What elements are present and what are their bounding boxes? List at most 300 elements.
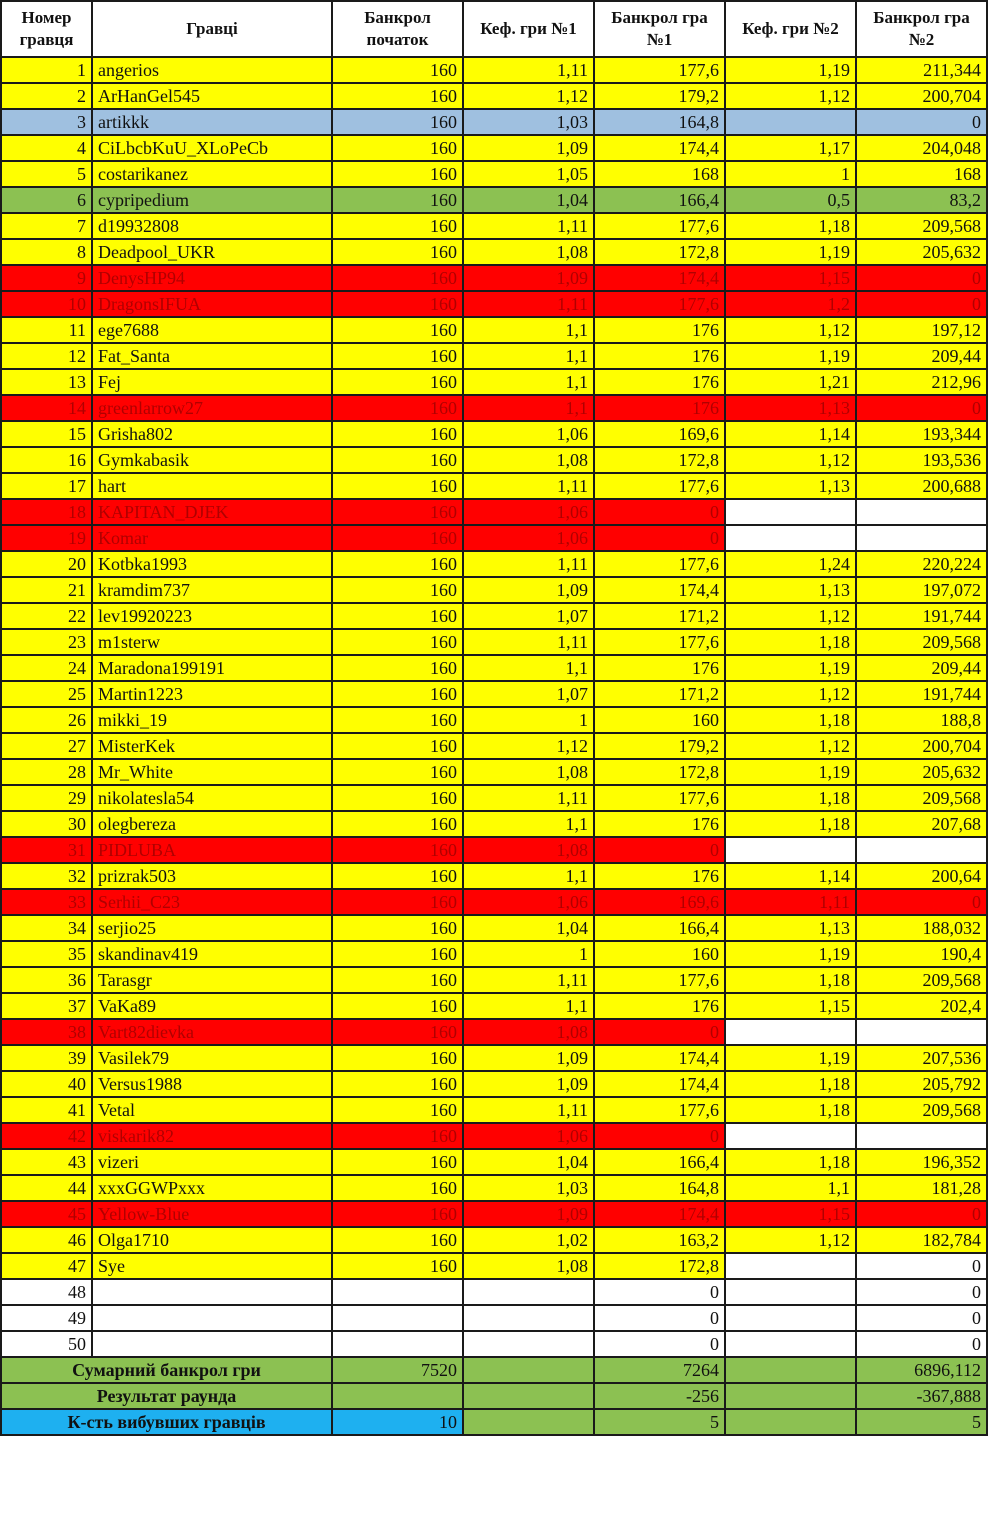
player-number: 20 [1, 551, 92, 577]
player-number: 23 [1, 629, 92, 655]
coef-game1: 1,1 [463, 655, 594, 681]
player-name: hart [92, 473, 332, 499]
coef-game1: 1,08 [463, 447, 594, 473]
coef-game2: 1,12 [725, 603, 856, 629]
bankroll-game1: 169,6 [594, 889, 725, 915]
player-number: 14 [1, 395, 92, 421]
coef-game2: 1,18 [725, 811, 856, 837]
coef-game1: 1 [463, 707, 594, 733]
coef-game2 [725, 837, 856, 863]
player-name: d19932808 [92, 213, 332, 239]
table-row [1, 317, 987, 343]
player-number: 36 [1, 967, 92, 993]
coef-game2: 1,12 [725, 83, 856, 109]
coef-game1: 1,12 [463, 733, 594, 759]
player-number: 44 [1, 1175, 92, 1201]
bankroll-game2: 193,344 [856, 421, 987, 447]
player-name: kramdim737 [92, 577, 332, 603]
player-name: serjio25 [92, 915, 332, 941]
bankroll-game1: 172,8 [594, 759, 725, 785]
busted-label: К-сть вибувших гравців [1, 1409, 332, 1435]
player-number: 37 [1, 993, 92, 1019]
bankroll-game2: 190,4 [856, 941, 987, 967]
table-row [1, 1045, 987, 1071]
coef-game1: 1,09 [463, 135, 594, 161]
coef-game2: 1,12 [725, 317, 856, 343]
player-name: CiLbcbKuU_XLoPeCb [92, 135, 332, 161]
player-number: 24 [1, 655, 92, 681]
table-row [1, 161, 987, 187]
player-name [92, 1331, 332, 1357]
bankroll-game2: 181,28 [856, 1175, 987, 1201]
coef-game1 [463, 1305, 594, 1331]
coef-game1: 1,03 [463, 1175, 594, 1201]
bankroll-game1: 166,4 [594, 915, 725, 941]
bankroll-game2: 197,072 [856, 577, 987, 603]
table-row [1, 1305, 987, 1331]
bankroll-game2: 207,536 [856, 1045, 987, 1071]
player-name: Fat_Santa [92, 343, 332, 369]
bankroll-start: 160 [332, 941, 463, 967]
player-name: Versus1988 [92, 1071, 332, 1097]
player-name: vizeri [92, 1149, 332, 1175]
bankroll-start: 160 [332, 603, 463, 629]
player-name: olegbereza [92, 811, 332, 837]
table-row [1, 889, 987, 915]
bankroll-game2 [856, 1123, 987, 1149]
bankroll-start: 160 [332, 1227, 463, 1253]
player-number: 29 [1, 785, 92, 811]
player-number: 2 [1, 83, 92, 109]
coef-game1: 1,1 [463, 343, 594, 369]
bankroll-game2: 0 [856, 889, 987, 915]
table-row [1, 265, 987, 291]
bankroll-game2: 0 [856, 1253, 987, 1279]
bankroll-game1: 171,2 [594, 603, 725, 629]
player-number: 15 [1, 421, 92, 447]
player-name: DenysHP94 [92, 265, 332, 291]
player-name: nikolatesla54 [92, 785, 332, 811]
coef-game2: 1,18 [725, 629, 856, 655]
bankroll-game1: 176 [594, 395, 725, 421]
bankroll-start: 160 [332, 1201, 463, 1227]
coef-game1: 1,09 [463, 1201, 594, 1227]
bankroll-start: 160 [332, 369, 463, 395]
table-row [1, 1175, 987, 1201]
bankroll-game1: 179,2 [594, 83, 725, 109]
table-row [1, 993, 987, 1019]
bankroll-start: 160 [332, 421, 463, 447]
bankroll-game2: 209,44 [856, 343, 987, 369]
bankroll-game2 [856, 525, 987, 551]
table-row [1, 239, 987, 265]
coef-game2: 1,18 [725, 967, 856, 993]
player-name: Vart82dievka [92, 1019, 332, 1045]
busted-game2: 5 [856, 1409, 987, 1435]
bankroll-game1: 160 [594, 941, 725, 967]
table-row [1, 473, 987, 499]
coef-game2: 1,11 [725, 889, 856, 915]
table-row [1, 1227, 987, 1253]
player-name: Sye [92, 1253, 332, 1279]
bankroll-game1: 172,8 [594, 1253, 725, 1279]
bankroll-game1: 177,6 [594, 1097, 725, 1123]
coef-game2: 1,19 [725, 57, 856, 83]
coef-game2: 1,12 [725, 733, 856, 759]
player-number: 8 [1, 239, 92, 265]
coef-game1: 1,1 [463, 863, 594, 889]
table-body [1, 57, 987, 1357]
bankroll-start: 160 [332, 915, 463, 941]
bankroll-game2: 0 [856, 395, 987, 421]
bankroll-game1: 174,4 [594, 1201, 725, 1227]
player-name: Vasilek79 [92, 1045, 332, 1071]
player-name: PIDLUBA [92, 837, 332, 863]
player-name: Yellow-Blue [92, 1201, 332, 1227]
player-number: 16 [1, 447, 92, 473]
coef-game2: 1,18 [725, 1149, 856, 1175]
coef-game1: 1,08 [463, 239, 594, 265]
coef-game2: 1,19 [725, 655, 856, 681]
bankroll-game2: 205,632 [856, 239, 987, 265]
coef-game1: 1,1 [463, 317, 594, 343]
player-name: ArHanGel545 [92, 83, 332, 109]
table-row [1, 291, 987, 317]
coef-game1: 1,06 [463, 889, 594, 915]
table-row [1, 967, 987, 993]
player-number: 28 [1, 759, 92, 785]
player-name: DragonsIFUA [92, 291, 332, 317]
player-number: 43 [1, 1149, 92, 1175]
player-number: 27 [1, 733, 92, 759]
table-row [1, 733, 987, 759]
coef-game2 [725, 109, 856, 135]
table-row [1, 187, 987, 213]
bankroll-game2: 200,64 [856, 863, 987, 889]
coef-game1: 1,11 [463, 1097, 594, 1123]
table-row [1, 109, 987, 135]
bankroll-start [332, 1305, 463, 1331]
player-number: 47 [1, 1253, 92, 1279]
player-number: 25 [1, 681, 92, 707]
player-number: 35 [1, 941, 92, 967]
bankroll-game2: 205,792 [856, 1071, 987, 1097]
bankroll-game2: 209,568 [856, 629, 987, 655]
table-row [1, 57, 987, 83]
col-header-players: Гравці [92, 1, 332, 57]
player-name: Serhii_C23 [92, 889, 332, 915]
bankroll-game2: 0 [856, 1279, 987, 1305]
bankroll-game2: 0 [856, 291, 987, 317]
player-number: 38 [1, 1019, 92, 1045]
bankroll-game1: 0 [594, 1279, 725, 1305]
bankroll-game2: 209,568 [856, 213, 987, 239]
player-name [92, 1279, 332, 1305]
player-number: 26 [1, 707, 92, 733]
coef-game1: 1,07 [463, 603, 594, 629]
player-name: artikkk [92, 109, 332, 135]
coef-game1: 1,09 [463, 265, 594, 291]
coef-game2 [725, 1331, 856, 1357]
total-bankroll-game1: 7264 [594, 1357, 725, 1383]
bankroll-start: 160 [332, 837, 463, 863]
coef-game1: 1,02 [463, 1227, 594, 1253]
coef-game2: 1,24 [725, 551, 856, 577]
coef-game2: 1,15 [725, 993, 856, 1019]
table-row [1, 421, 987, 447]
total-empty-k2 [725, 1357, 856, 1383]
coef-game2: 1,19 [725, 239, 856, 265]
coef-game1: 1,03 [463, 109, 594, 135]
player-number: 32 [1, 863, 92, 889]
player-name: cypripedium [92, 187, 332, 213]
coef-game1: 1,08 [463, 1019, 594, 1045]
bankroll-game1: 0 [594, 837, 725, 863]
bankroll-game1: 177,6 [594, 629, 725, 655]
bankroll-game2: 188,8 [856, 707, 987, 733]
player-name: Kotbka1993 [92, 551, 332, 577]
bankroll-game1: 177,6 [594, 785, 725, 811]
player-number: 11 [1, 317, 92, 343]
bankroll-start: 160 [332, 499, 463, 525]
bankroll-game1: 169,6 [594, 421, 725, 447]
bankroll-game1: 174,4 [594, 577, 725, 603]
busted-empty-k1 [463, 1409, 594, 1435]
bankroll-start: 160 [332, 447, 463, 473]
result-game1: -256 [594, 1383, 725, 1409]
bankroll-start [332, 1279, 463, 1305]
table-row [1, 369, 987, 395]
player-number: 10 [1, 291, 92, 317]
coef-game2: 1,13 [725, 915, 856, 941]
player-number: 41 [1, 1097, 92, 1123]
bankroll-game1: 0 [594, 1305, 725, 1331]
player-number: 30 [1, 811, 92, 837]
coef-game1: 1,12 [463, 83, 594, 109]
player-name: skandinav419 [92, 941, 332, 967]
bankroll-game2: 182,784 [856, 1227, 987, 1253]
table-row [1, 707, 987, 733]
bankroll-game2: 168 [856, 161, 987, 187]
coef-game2 [725, 525, 856, 551]
coef-game2: 1 [725, 161, 856, 187]
coef-game1: 1,08 [463, 1253, 594, 1279]
coef-game1: 1,11 [463, 967, 594, 993]
player-name: m1sterw [92, 629, 332, 655]
result-empty-k1 [463, 1383, 594, 1409]
col-header-bankroll-start: Банкрол початок [332, 1, 463, 57]
col-header-bankroll-game1: Банкрол гра №1 [594, 1, 725, 57]
player-name: Grisha802 [92, 421, 332, 447]
total-label: Сумарний банкрол гри [1, 1357, 332, 1383]
player-name: VaKa89 [92, 993, 332, 1019]
bankroll-game1: 177,6 [594, 967, 725, 993]
player-name: angerios [92, 57, 332, 83]
table-row [1, 603, 987, 629]
bankroll-start: 160 [332, 577, 463, 603]
coef-game1: 1 [463, 941, 594, 967]
bankroll-game1: 160 [594, 707, 725, 733]
bankroll-game2: 202,4 [856, 993, 987, 1019]
bankroll-game2 [856, 837, 987, 863]
bankroll-game1: 164,8 [594, 1175, 725, 1201]
bankroll-start: 160 [332, 811, 463, 837]
bankroll-game2 [856, 499, 987, 525]
player-name: MisterKek [92, 733, 332, 759]
bankroll-game2: 209,44 [856, 655, 987, 681]
bankroll-game1: 176 [594, 811, 725, 837]
coef-game2: 1,18 [725, 1097, 856, 1123]
bankroll-game2 [856, 1019, 987, 1045]
bankroll-game1: 176 [594, 655, 725, 681]
player-number: 48 [1, 1279, 92, 1305]
bankroll-game2: 200,688 [856, 473, 987, 499]
bankroll-start: 160 [332, 1045, 463, 1071]
coef-game1: 1,11 [463, 57, 594, 83]
bankroll-start: 160 [332, 967, 463, 993]
player-name: xxxGGWPxxx [92, 1175, 332, 1201]
result-row [1, 1383, 987, 1409]
coef-game2: 1,18 [725, 213, 856, 239]
coef-game2 [725, 1253, 856, 1279]
col-header-coef-game2: Кеф. гри №2 [725, 1, 856, 57]
bankroll-start: 160 [332, 629, 463, 655]
bankroll-game2: 211,344 [856, 57, 987, 83]
bankroll-game2: 207,68 [856, 811, 987, 837]
bankroll-game2: 0 [856, 109, 987, 135]
coef-game2: 1,19 [725, 343, 856, 369]
bankroll-game1: 177,6 [594, 57, 725, 83]
table-row [1, 811, 987, 837]
player-number: 6 [1, 187, 92, 213]
bankroll-game1: 176 [594, 993, 725, 1019]
table-row [1, 1149, 987, 1175]
total-bankroll-start: 7520 [332, 1357, 463, 1383]
bankroll-start: 160 [332, 161, 463, 187]
coef-game2: 1,18 [725, 785, 856, 811]
bankroll-start: 160 [332, 1097, 463, 1123]
player-number: 40 [1, 1071, 92, 1097]
bankroll-game2: 196,352 [856, 1149, 987, 1175]
coef-game1: 1,11 [463, 291, 594, 317]
total-row [1, 1357, 987, 1383]
bankroll-game2: 200,704 [856, 83, 987, 109]
result-game2: -367,888 [856, 1383, 987, 1409]
bankroll-start: 160 [332, 551, 463, 577]
table-row [1, 785, 987, 811]
coef-game2: 1,12 [725, 447, 856, 473]
bankroll-start: 160 [332, 1019, 463, 1045]
player-number: 5 [1, 161, 92, 187]
bankroll-game2: 212,96 [856, 369, 987, 395]
coef-game2: 1,13 [725, 473, 856, 499]
table-row [1, 343, 987, 369]
coef-game2: 1,15 [725, 265, 856, 291]
table-row [1, 837, 987, 863]
table-row [1, 1331, 987, 1357]
bankroll-start: 160 [332, 1175, 463, 1201]
bankroll-game1: 168 [594, 161, 725, 187]
coef-game2: 1,18 [725, 707, 856, 733]
bankroll-game1: 174,4 [594, 135, 725, 161]
player-name: prizrak503 [92, 863, 332, 889]
bankroll-game2: 0 [856, 1305, 987, 1331]
coef-game2: 1,13 [725, 395, 856, 421]
bankroll-game1: 177,6 [594, 551, 725, 577]
table-row [1, 759, 987, 785]
player-name: costarikanez [92, 161, 332, 187]
bankroll-game1: 176 [594, 317, 725, 343]
bankroll-game1: 176 [594, 343, 725, 369]
coef-game1: 1,1 [463, 395, 594, 421]
coef-game1: 1,08 [463, 837, 594, 863]
player-number: 50 [1, 1331, 92, 1357]
player-name: Mr_White [92, 759, 332, 785]
coef-game1: 1,11 [463, 629, 594, 655]
bankroll-game2: 191,744 [856, 603, 987, 629]
coef-game1: 1,1 [463, 993, 594, 1019]
bankroll-game2: 204,048 [856, 135, 987, 161]
bankroll-start: 160 [332, 1253, 463, 1279]
player-name: viskarik82 [92, 1123, 332, 1149]
table-row [1, 499, 987, 525]
bankroll-start: 160 [332, 681, 463, 707]
table-row [1, 395, 987, 421]
player-number: 9 [1, 265, 92, 291]
table-row [1, 83, 987, 109]
player-number: 12 [1, 343, 92, 369]
table-row [1, 447, 987, 473]
bankroll-game2: 205,632 [856, 759, 987, 785]
coef-game2: 1,1 [725, 1175, 856, 1201]
player-name: Vetal [92, 1097, 332, 1123]
bankroll-start [332, 1331, 463, 1357]
player-number: 3 [1, 109, 92, 135]
table-row [1, 629, 987, 655]
bankroll-start: 160 [332, 265, 463, 291]
bankroll-start: 160 [332, 655, 463, 681]
bankroll-game1: 174,4 [594, 1045, 725, 1071]
coef-game2: 1,12 [725, 681, 856, 707]
bankroll-game1: 0 [594, 1019, 725, 1045]
bankroll-start: 160 [332, 525, 463, 551]
bankroll-start: 160 [332, 187, 463, 213]
bankroll-game1: 174,4 [594, 1071, 725, 1097]
coef-game2 [725, 1279, 856, 1305]
bankroll-game1: 171,2 [594, 681, 725, 707]
table-row [1, 863, 987, 889]
table-row [1, 655, 987, 681]
bankroll-game1: 166,4 [594, 187, 725, 213]
coef-game2 [725, 1019, 856, 1045]
bankroll-game2: 191,744 [856, 681, 987, 707]
bankroll-game1: 0 [594, 499, 725, 525]
bankroll-start: 160 [332, 343, 463, 369]
coef-game1: 1,05 [463, 161, 594, 187]
player-number: 13 [1, 369, 92, 395]
player-name: mikki_19 [92, 707, 332, 733]
table-row [1, 915, 987, 941]
bankroll-game1: 163,2 [594, 1227, 725, 1253]
coef-game1: 1,06 [463, 499, 594, 525]
table-row [1, 135, 987, 161]
player-name: Martin1223 [92, 681, 332, 707]
player-number: 42 [1, 1123, 92, 1149]
coef-game1: 1,06 [463, 1123, 594, 1149]
bankroll-game1: 179,2 [594, 733, 725, 759]
bankroll-game1: 172,8 [594, 447, 725, 473]
bankroll-start: 160 [332, 83, 463, 109]
